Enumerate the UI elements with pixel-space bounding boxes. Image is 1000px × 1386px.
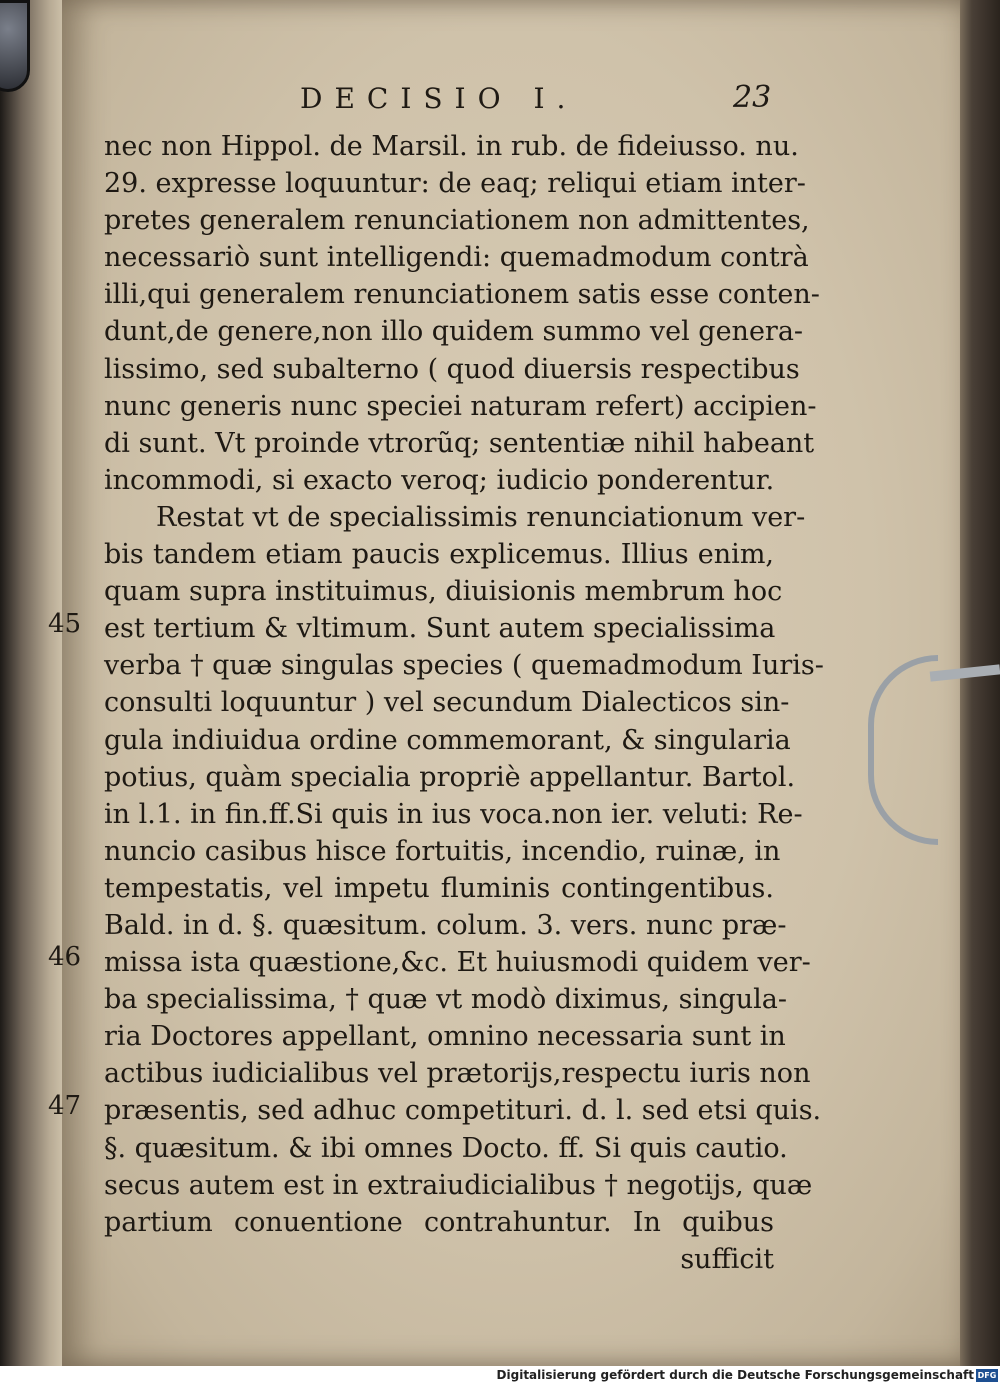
dfg-logo-icon: DFG [977,1371,997,1380]
text-line: illi,qui generalem renunciationem satis esse conten- [104,279,820,311]
text-line: bis tandem etiam paucis explicemus. Illius enim, [104,539,774,571]
text-line: incommodi, si exacto veroq; iudicio ponderentur. [104,464,775,496]
page-number: 23 [733,80,772,115]
text-line: Bald. in d. §. quæsitum. colum. 3. vers. nunc præ- [104,909,787,941]
text-line: verba † quæ singulas species ( quemadmodum Iuris- [104,650,824,682]
text-line: partium conuentione contrahuntur. In quibus [104,1206,774,1238]
margin-number: 45 [48,609,82,639]
text-line: lissimo, sed subalterno ( quod diuersis respectibus [104,353,800,385]
text-line: nunc generis nunc speciei naturam refert) accipien- [104,390,817,422]
text-line: actibus iudicialibus vel prætorijs,respectu iuris non [104,1058,811,1090]
page-edge-right [960,0,1000,1366]
text-line: ba specialissima, † quæ vt modò diximus, singula- [104,984,788,1016]
text-line: Restat vt de specialissimis renunciationum ver- [156,501,806,533]
text-line: potius, quàm specialia propriè appellantur. Bartol. [104,761,796,793]
text-line: præsentis, sed adhuc competituri. d. l. sed etsi quis. [104,1095,822,1127]
text-line: nec non Hippol. de Marsil. in rub. de fideiusso. nu. [104,131,799,162]
text-line: quam supra instituimus, diuisionis membrum hoc [104,576,783,608]
margin-number: 46 [48,942,82,972]
text-line: pretes generalem renunciationem non admittentes, [104,205,810,237]
text-line: secus autem est in extraiudicialibus † negotijs, quæ [104,1169,813,1201]
footer-credit: Digitalisierung gefördert durch die Deutsche Forschungsgemeinschaft [496,1368,974,1382]
text-line: tempestatis, vel impetu fluminis contingentibus. [104,872,774,904]
text-line: gula indiuidua ordine commemorant, & singularia [104,724,791,756]
clamp-knob [0,0,30,92]
text-line: di sunt. Vt proinde vtrorũq; sententiæ nihil habeant [104,427,815,459]
text-line: 29. expresse loquuntur: de eaq; reliqui etiam inter- [104,168,806,200]
text-line: in l.1. in fin.ff.Si quis in ius voca.non ier. veluti: Re- [104,798,803,830]
facing-page-edge [0,0,62,1366]
page-text [104,128,824,1278]
text-line: necessariò sunt intelligendi: quemadmodum contrà [104,242,809,274]
text-line: ria Doctores appellant, omnino necessaria sunt in [104,1021,786,1053]
margin-number: 47 [48,1091,82,1121]
text-line: §. quæsitum. & ibi omnes Docto. ff. Si quis cautio. [104,1132,788,1164]
text-line: missa ista quæstione,&c. Et huiusmodi quidem ver- [104,947,811,979]
text-line: est tertium & vltimum. Sunt autem specialissima [104,613,776,645]
text-line: dunt,de genere,non illo quidem summo vel genera- [104,316,804,348]
footer-bar [0,1366,1000,1386]
text-line: nuncio casibus hisce fortuitis, incendio, ruinæ, in [104,835,781,867]
running-header: DECISIO I. [300,82,578,115]
text-line: consulti loquuntur ) vel secundum Dialecticos sin- [104,687,790,719]
catchword: sufficit [680,1243,774,1275]
